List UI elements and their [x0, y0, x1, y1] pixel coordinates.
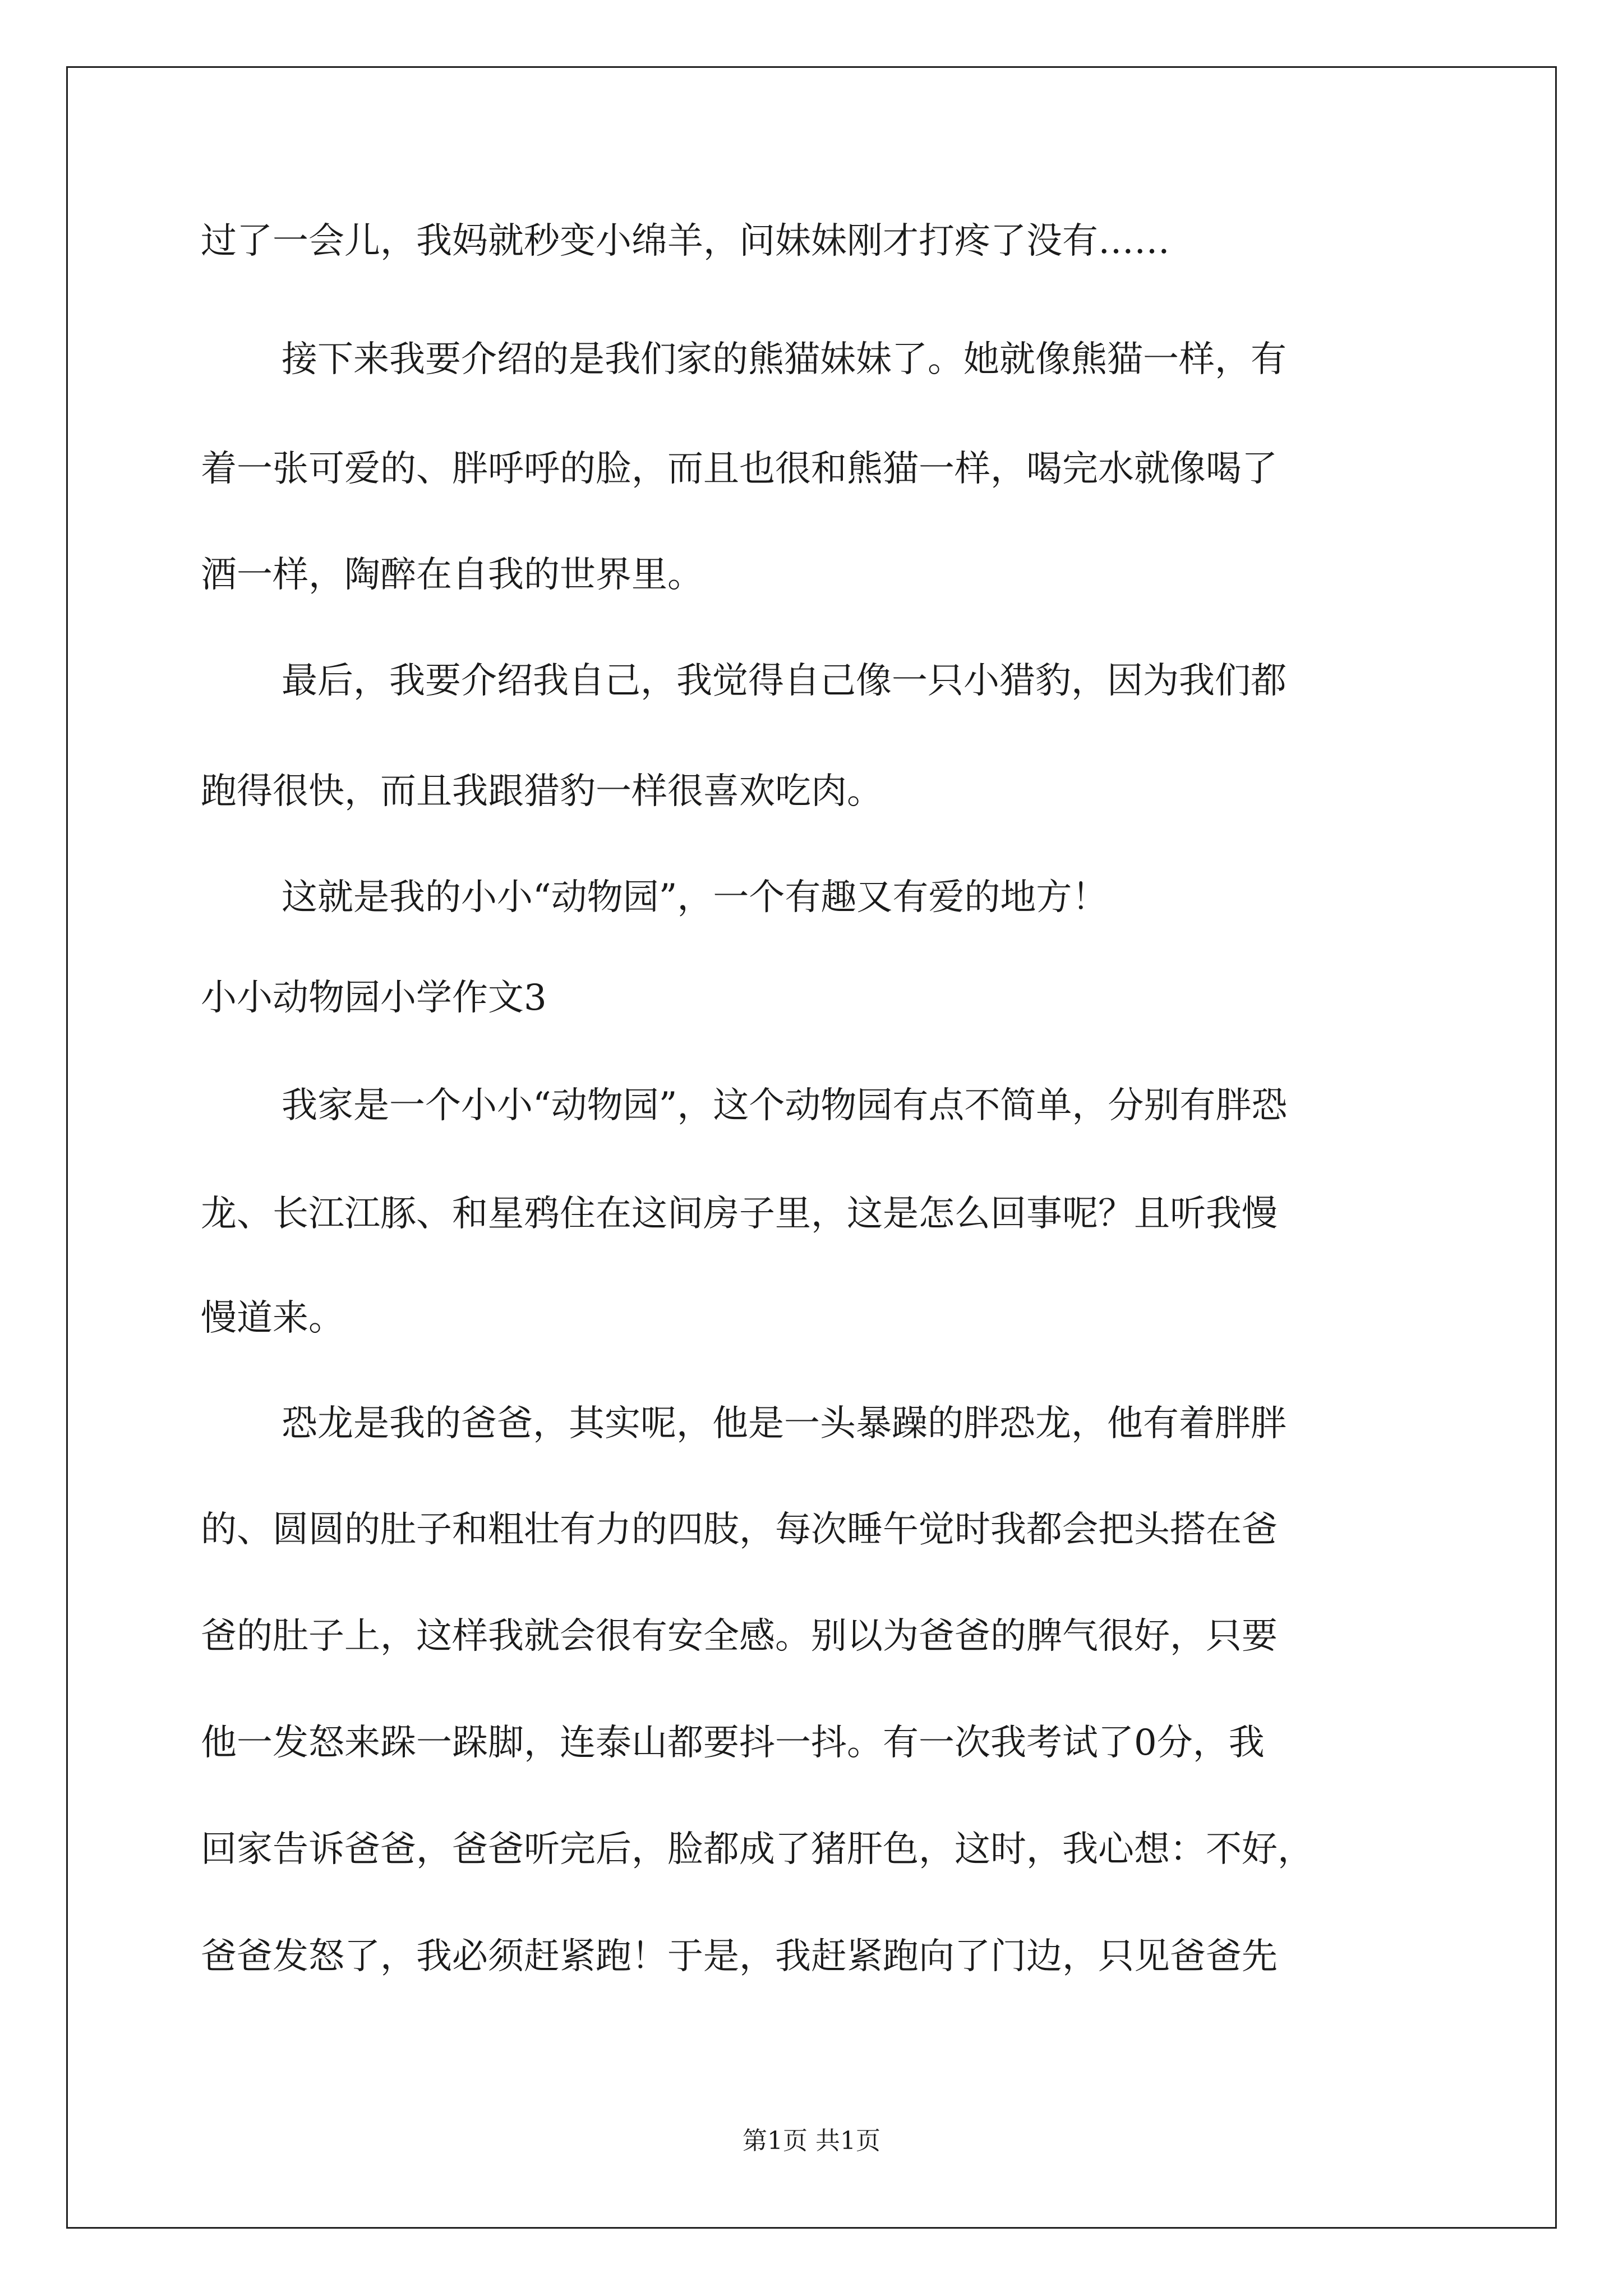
text-line-1: 过了一会儿，我妈就秒变小绵羊，问妹妹刚才打疼了没有……: [201, 220, 1170, 262]
text-line-17: 爸爸发怒了，我必须赶紧跑！于是，我赶紧跑向了门边，只见爸爸先: [201, 1936, 1278, 1977]
text-line-15: 他一发怒来跺一跺脚，连泰山都要抖一抖。有一次我考试了0分，我: [201, 1722, 1265, 1764]
text-line-12: 恐龙是我的爸爸，其实呢，他是一头暴躁的胖恐龙，他有着胖胖: [282, 1403, 1287, 1444]
text-line-16: 回家告诉爸爸，爸爸听完后，脸都成了猪肝色，这时，我心想：不好，: [201, 1829, 1313, 1870]
page-footer: 第1页 共1页: [743, 2127, 880, 2155]
text-line-5: 最后，我要介绍我自己，我觉得自己像一只小猎豹，因为我们都: [282, 660, 1287, 702]
text-line-7: 这就是我的小小“动物园”，一个有趣又有爱的地方！: [282, 877, 1108, 918]
section-heading: 小小动物园小学作文3: [201, 977, 547, 1019]
text-line-9: 我家是一个小小“动物园”，这个动物园有点不简单，分别有胖恐: [282, 1085, 1288, 1126]
text-line-4: 酒一样，陶醉在自我的世界里。: [201, 554, 703, 596]
text-line-3: 着一张可爱的、胖呼呼的脸，而且也很和熊猫一样，喝完水就像喝了: [201, 448, 1278, 490]
text-line-11: 慢道来。: [201, 1297, 344, 1339]
text-line-6: 跑得很快，而且我跟猎豹一样很喜欢吃肉。: [201, 771, 883, 812]
text-line-13: 的、圆圆的肚子和粗壮有力的四肢，每次睡午觉时我都会把头搭在爸: [201, 1509, 1278, 1550]
text-line-14: 爸的肚子上，这样我就会很有安全感。别以为爸爸的脾气很好，只要: [201, 1616, 1278, 1657]
page-border: [66, 66, 1557, 2229]
text-line-10: 龙、长江江豚、和星鸦住在这间房子里，这是怎么回事呢？且听我慢: [201, 1193, 1278, 1235]
text-line-2: 接下来我要介绍的是我们家的熊猫妹妹了。她就像熊猫一样，有: [282, 339, 1287, 380]
